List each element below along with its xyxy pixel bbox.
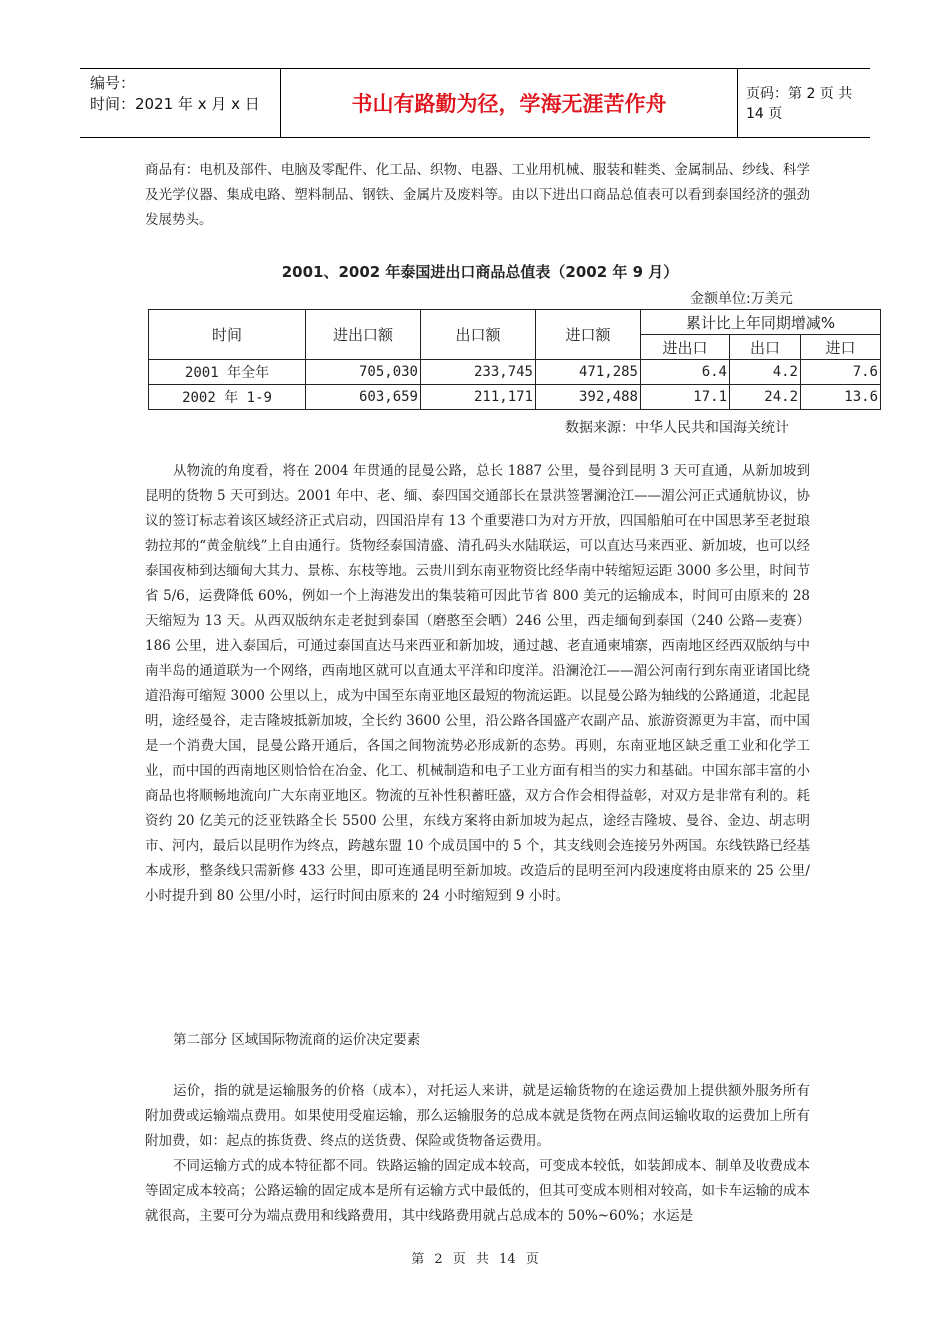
table-unit: 金额单位:万美元 — [690, 291, 793, 307]
table-row — [149, 385, 881, 410]
table-source: 数据来源：中华人民共和国海关统计 — [565, 420, 789, 436]
header-growth-import: 进口 — [801, 335, 881, 360]
serial-label: 编号： — [90, 74, 136, 92]
section-heading: 第二部分 区域国际物流商的运价决定要素 — [173, 1032, 421, 1048]
cell-growth-total: 17.1 — [641, 385, 730, 410]
table-title: 2001、2002 年泰国进出口商品总值表（2002 年 9 月） — [281, 263, 679, 281]
header-motto: 书山有路勤为径，学海无涯苦作舟 — [280, 69, 738, 137]
header-time: 时间 — [149, 310, 306, 360]
header-import: 进口额 — [536, 310, 641, 360]
time-label: 时间：2021 年 x 月 x 日 — [90, 95, 260, 113]
intro-paragraph: 商品有：电机及部件、电脑及零配件、化工品、织物、电器、工业用机械、服装和鞋类、金属制品、纱线、科学及光学仪器、集成电路、塑料制品、钢铁、金属片及废料等。由以下进出口商品总值表可以看到泰国经济的强劲发展势头。 — [145, 162, 810, 228]
cell-growth-total: 6.4 — [641, 360, 730, 385]
cell-time: 2002 年 1-9 — [149, 385, 306, 410]
freight-paragraph-1: 运价，指的就是运输服务的价格（成本），对托运人来讲，就是运输货物的在途运费加上提供额外服务所有附加费或运输端点费用。如果使用受雇运输，那么运输服务的总成本就是货物在两点间运输收取的运费加上所有附加费，如：起点的拣货费、终点的送货费、保险或货物备运费用。 — [145, 1083, 810, 1149]
cell-export: 211,171 — [421, 385, 536, 410]
header-growth-group: 累计比上年同期增减% — [641, 310, 881, 335]
table-header-row — [149, 310, 881, 335]
page-header — [80, 68, 870, 138]
cell-time: 2001 年全年 — [149, 360, 306, 385]
logistics-paragraph: 从物流的角度看，将在 2004 年贯通的昆曼公路，总长 1887 公里，曼谷到昆明 3 天可直通，从新加坡到昆明的货物 5 天可到达。2001 年中、老、缅、泰四国交通部长在景洪签署澜沧江——湄公河正式通航协议，协议的签订标志着该区域经济正式启动，四国沿岸有 13 个重要港口为对方开放，四国船舶可在中国思茅至老挝琅勃拉邦的“黄金航线”上自由通行。货物经泰国清盛、清孔码头水陆联运，可以直达马来西亚、新加坡，也可以经泰国夜柿到达缅甸大其力、景栋、东枝等地。云贵川到东南亚物资比经华南中转缩短运距 3000 多公里，时间节省 5/6，运费降低 60%，例如一个上海港发出的集装箱可因此节省 800 美元的运输成本，时间可由原来的 28 天缩短为 13 天。从西双版纳东走老挝到泰国（磨憨至会晒）246 公里，西走缅甸到泰国（240 公路—麦赛）186 公里，进入泰国后，可通过泰国直达马来西亚和新加坡，通过越、老直通柬埔寨，西南地区经西双版纳与中南半岛的通道联为一个网络，西南地区就可以直通太平洋和印度洋。沿澜沧江——湄公河南行到东南亚诸国比绕道沿海可缩短 3000 公里以上，成为中国至东南亚地区最短的物流运距。以昆曼公路为轴线的公路通道，北起昆明，途经曼谷，走吉隆坡抵新加坡，全长约 3600 公里，沿公路各国盛产农副产品、旅游资源更为丰富，而中国是一个消费大国，昆曼公路开通后，各国之间物流势必形成新的态势。再则，东南亚地区缺乏重工业和化学工业，而中国的西南地区则恰恰在冶金、化工、机械制造和电子工业方面有相当的实力和基础。中国东部丰富的小商品也将顺畅地流向广大东南亚地区。物流的互补性积蓄旺盛，双方合作会相得益彰，对双方是非常有利的。耗资约 20 亿美元的泛亚铁路全长 5500 公里，东线方案将由新加坡为起点，途经吉隆坡、曼谷、金边、胡志明市、河内，最后以昆明作为终点，跨越东盟 10 个成员国中的 5 个，其支线则会连接另外两国。东线铁路已经基本成形，整条线只需新修 433 公里，即可连通昆明至新加坡。改造后的昆明至河内段速度将由原来的 25 公里/小时提升到 80 公里/小时，运行时间由原来的 24 小时缩短到 9 小时。 — [145, 463, 810, 904]
header-export: 出口额 — [421, 310, 536, 360]
header-growth-total: 进出口 — [641, 335, 730, 360]
cell-import: 471,285 — [536, 360, 641, 385]
cell-growth-import: 7.6 — [801, 360, 881, 385]
header-page-info: 页码：第 2 页 共 14 页 — [746, 86, 853, 122]
cell-growth-export: 4.2 — [730, 360, 801, 385]
page-footer: 第 2 页 共 14 页 — [411, 1252, 539, 1267]
table-row — [149, 360, 881, 385]
header-total: 进出口额 — [306, 310, 421, 360]
cell-total: 603,659 — [306, 385, 421, 410]
cell-import: 392,488 — [536, 385, 641, 410]
header-meta — [90, 73, 280, 115]
cell-total: 705,030 — [306, 360, 421, 385]
trade-table — [148, 309, 881, 410]
freight-paragraph-2: 不同运输方式的成本特征都不同。铁路运输的固定成本较高，可变成本较低，如装卸成本、制单及收费成本等固定成本较高；公路运输的固定成本是所有运输方式中最低的，但其可变成本则相对较高，如卡车运输的成本就很高，主要可分为端点费用和线路费用，其中线路费用就占总成本的 50%~60%；水运是 — [145, 1158, 810, 1224]
cell-export: 233,745 — [421, 360, 536, 385]
cell-growth-export: 24.2 — [730, 385, 801, 410]
header-growth-export: 出口 — [730, 335, 801, 360]
cell-growth-import: 13.6 — [801, 385, 881, 410]
